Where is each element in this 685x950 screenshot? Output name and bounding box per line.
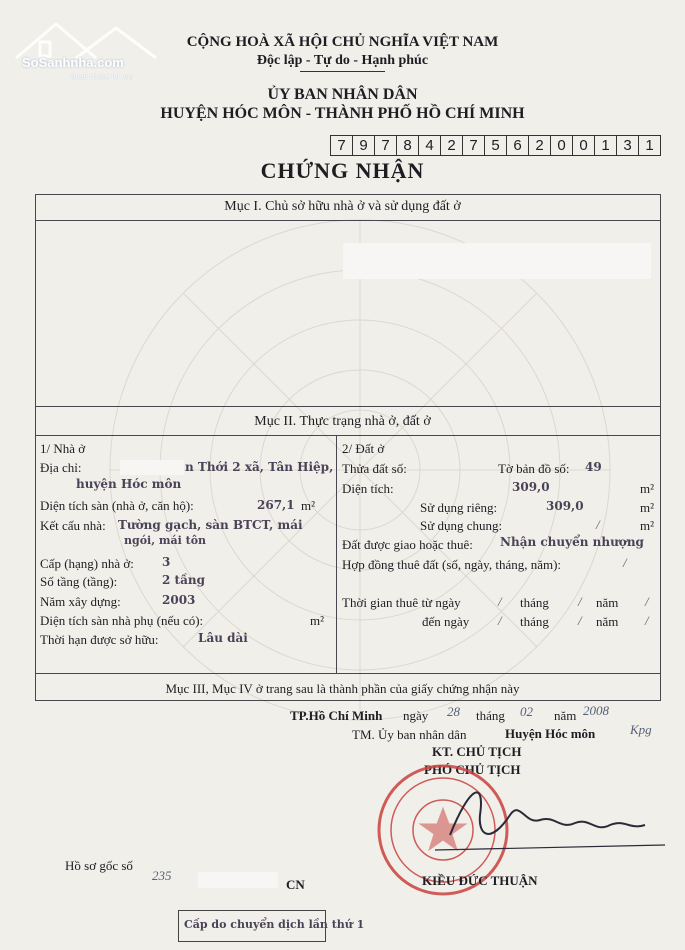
watermark-logo-text: SoSanhnha.com	[22, 55, 124, 70]
serial-digit: 1	[595, 136, 617, 155]
private-use-label: Sử dụng riêng:	[420, 500, 498, 515]
year-built-label: Năm xây dựng:	[40, 594, 121, 609]
house-label: 1/ Nhà ở	[40, 441, 86, 456]
section1-heading-rule	[35, 220, 661, 221]
signing-day-label: ngày	[403, 708, 429, 723]
serial-digit: 7	[375, 136, 397, 155]
parcel-label: Thửa đất số:	[342, 461, 407, 476]
authority-title: ỦY BAN NHÂN DÂN	[267, 86, 418, 103]
lease-to-month-slash: /	[578, 613, 582, 628]
serial-digit: 4	[419, 136, 441, 155]
lease-to-label: đến ngày	[422, 614, 470, 629]
signing-month-value: 02	[520, 704, 533, 719]
shared-use-unit: m²	[640, 518, 655, 533]
section2-heading: Mục II. Thực trạng nhà ở, đất ở	[254, 414, 431, 429]
redacted-owner	[343, 243, 651, 279]
private-use-unit: m²	[640, 500, 655, 515]
jurisdiction-title: HUYỆN HÓC MÔN - THÀNH PHỐ HỒ CHÍ MINH	[160, 105, 525, 122]
file-number-value: 235	[152, 868, 172, 883]
section1-heading: Mục I. Chủ sở hữu nhà ở và sử dụng đất ở	[224, 199, 461, 214]
section2-heading-rule	[35, 435, 661, 436]
floor-area-unit: m²	[301, 498, 316, 513]
lease-to-year-label: năm	[596, 614, 619, 629]
structure-value-2: ngói, mái tôn	[124, 534, 207, 547]
serial-digit: 0	[551, 136, 573, 155]
lease-to-month-label: tháng	[520, 614, 549, 629]
footer-rule	[35, 673, 661, 674]
file-number-label: Hồ sơ gốc số	[65, 858, 133, 873]
floor-area-value: 267,1	[257, 498, 295, 512]
private-use-value: 309,0	[546, 499, 584, 513]
motto: Độc lập - Tự do - Hạnh phúc	[256, 53, 429, 68]
map-sheet-value: 49	[585, 460, 602, 474]
year-built-value: 2003	[162, 593, 196, 607]
serial-digit: 0	[573, 136, 595, 155]
signing-year-value: 2008	[583, 703, 609, 718]
signing-place: TP.Hồ Chí Minh	[290, 708, 383, 723]
term-label: Thời hạn được sở hữu:	[40, 632, 159, 647]
section2-top-rule	[35, 406, 661, 407]
serial-digit: 1	[645, 137, 654, 154]
shared-use-label: Sử dụng chung:	[420, 518, 503, 533]
district-name: Huyện Hóc môn	[505, 726, 596, 741]
grade-value: 3	[162, 555, 171, 569]
serial-digit: 6	[507, 136, 529, 155]
lease-from-month-label: tháng	[520, 595, 549, 610]
lease-to-day-slash: /	[498, 613, 502, 628]
serial-digit: 8	[397, 136, 419, 155]
file-number-suffix: CN	[286, 877, 305, 892]
vice-chairman: PHÓ CHỦ TỊCH	[424, 762, 521, 777]
allocation-label: Đất được giao hoặc thuê:	[342, 537, 473, 552]
land-area-label: Diện tích:	[342, 481, 394, 496]
structure-label: Kết cấu nhà:	[40, 518, 106, 533]
transfer-stamp-text: Cấp do chuyển dịch lần thứ 1	[184, 918, 365, 931]
lease-from-month-slash: /	[578, 594, 582, 609]
storeys-value: 2 tầng	[162, 573, 205, 587]
term-value: Lâu dài	[198, 631, 248, 645]
lease-from-label: Thời gian thuê từ ngày	[342, 595, 461, 610]
address-value-2: huyện Hóc môn	[76, 477, 182, 491]
serial-digit: 7	[463, 136, 485, 155]
lease-from-year-label: năm	[596, 595, 619, 610]
aux-area-unit: m²	[310, 613, 325, 628]
lease-to-year-slash: /	[645, 613, 649, 628]
serial-digit: 7	[331, 136, 353, 155]
signing-day-value: 28	[447, 704, 460, 719]
grade-label: Cấp (hạng) nhà ở:	[40, 556, 134, 571]
signature-icon	[430, 775, 670, 855]
serial-digit: 5	[485, 136, 507, 155]
lease-contract-value: /	[623, 555, 627, 570]
serial-digit: 2	[529, 136, 551, 155]
section2-divider	[336, 435, 337, 673]
watermark-logo-tagline: Great choice for you	[70, 74, 134, 81]
serial-digit: 2	[441, 136, 463, 155]
footer-note: Mục III, Mục IV ở trang sau là thành phần của giấy chứng nhận này	[165, 681, 520, 696]
allocation-value: Nhận chuyển nhượng	[500, 535, 644, 549]
serial-digit: 3	[617, 136, 639, 155]
land-area-unit: m²	[640, 481, 655, 496]
serial-digit: 9	[353, 136, 375, 155]
aux-area-label: Diện tích sàn nhà phụ (nếu có):	[40, 613, 204, 628]
lease-from-day-slash: /	[498, 594, 502, 609]
shared-use-value: /	[596, 517, 600, 532]
address-label: Địa chỉ:	[40, 460, 82, 475]
signer-name: KIỀU ĐỨC THUẬN	[422, 873, 538, 888]
signer-initials: Kpg	[630, 722, 652, 737]
redacted-address	[120, 460, 184, 475]
land-label: 2/ Đất ở	[342, 441, 385, 456]
serial-number	[330, 135, 661, 156]
kt-chairman: KT. CHỦ TỊCH	[432, 744, 522, 759]
lease-from-year-slash: /	[645, 594, 649, 609]
certificate-title: CHỨNG NHẬN	[260, 158, 425, 183]
signing-month-label: tháng	[476, 708, 505, 723]
storeys-label: Số tầng (tầng):	[40, 574, 118, 589]
nation-title: CỘNG HOÀ XÃ HỘI CHỦ NGHĨA VIỆT NAM	[186, 34, 499, 50]
signing-year-label: năm	[554, 708, 577, 723]
address-value-1: n Thới 2 xã, Tân Hiệp,	[185, 460, 334, 474]
lease-contract-label: Hợp đồng thuê đất (số, ngày, tháng, năm):	[342, 557, 562, 572]
redacted-file-number	[198, 872, 278, 888]
floor-area-label: Diện tích sàn (nhà ở, căn hộ):	[40, 498, 194, 513]
on-behalf-label: TM. Ủy ban nhân dân	[352, 727, 467, 742]
land-area-value: 309,0	[512, 480, 550, 494]
motto-underline	[300, 71, 385, 72]
map-sheet-label: Tờ bản đồ số:	[498, 461, 570, 476]
structure-value-1: Tường gạch, sàn BTCT, mái	[118, 518, 303, 532]
